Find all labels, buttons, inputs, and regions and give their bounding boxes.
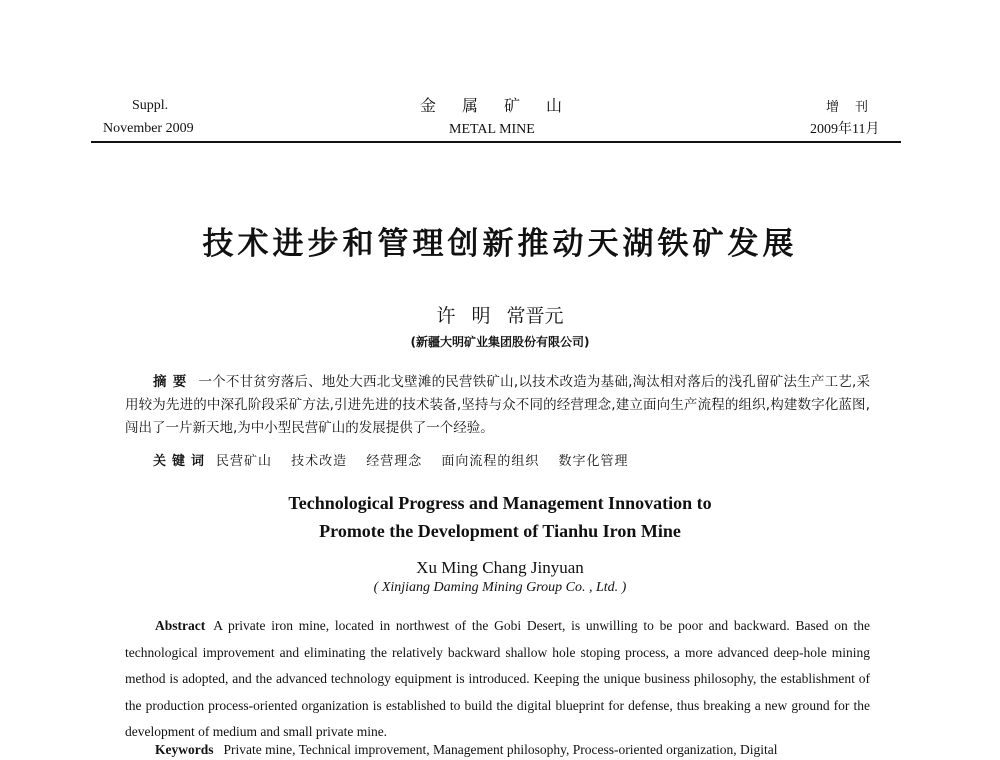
abstract-english xyxy=(125,613,870,746)
header-rule xyxy=(91,141,901,143)
keywords-text-english: Private mine, Technical improvement, Management philosophy, Process-oriented organization, Digital xyxy=(223,742,778,757)
keywords-english xyxy=(155,742,778,758)
issue-date: November 2009 xyxy=(103,121,194,136)
keywords-terms-chinese: 民营矿山 技术改造 经营理念 面向流程的组织 数字化管理 xyxy=(216,454,629,469)
abstract-label-chinese: 摘要 xyxy=(153,374,193,390)
keywords-label-english: Keywords xyxy=(155,742,214,757)
keywords-label-chinese: 关键词 xyxy=(153,454,211,469)
keywords-chinese xyxy=(153,450,629,469)
abstract-text-english: A private iron mine, located in northwest of the Gobi Desert, is unwilling to be poor and backward. Based on the technological improvement and eliminating the relatively backward shallow hole stoping process, a more advanced deep-hole mining method is adopted, and the advanced technology equipment is introduced. Keeping the unique business philosophy, the establishment of the production process-oriented organization is established to build the digital blueprint for defense, thus breaking a new ground for the development of medium and small private mine. xyxy=(125,618,870,739)
authors-chinese: 许 明 常晋元 xyxy=(436,305,564,327)
journal-name-english: METAL MINE xyxy=(449,122,535,137)
journal-supplement-label-chinese: 增刊 xyxy=(826,100,885,115)
paper-title-english-line-2: Promote the Development of Tianhu Iron Mine xyxy=(319,521,681,541)
abstract-text-chinese: 一个不甘贫穷落后、地处大西北戈壁滩的民营铁矿山,以技术改造为基础,淘汰相对落后的浅孔留矿法生产工艺,采用较为先进的中深孔阶段采矿方法,引进先进的技术装备,坚持与众不同的经营理念,建立面向生产流程的组织,构建数字化蓝图,闯出了一片新天地,为中小型民营矿山的发展提供了一个经验。 xyxy=(125,374,871,436)
affiliation-chinese: (新疆大明矿业集团股份有限公司) xyxy=(410,335,590,349)
journal-name-chinese: 金属矿山 xyxy=(420,96,589,115)
affiliation-english: ( Xinjiang Daming Mining Group Co. , Ltd. ) xyxy=(373,580,627,595)
journal-supplement-label: Suppl. xyxy=(132,98,169,113)
paper-title-english-line-1: Technological Progress and Management Innovation to xyxy=(288,493,712,513)
authors-english: Xu Ming Chang Jinyuan xyxy=(416,558,584,577)
abstract-label-english: Abstract xyxy=(155,618,206,633)
issue-date-chinese: 2009年11月 xyxy=(810,122,880,137)
paper-title-chinese: 技术进步和管理创新推动天湖铁矿发展 xyxy=(202,226,798,262)
abstract-chinese xyxy=(125,371,870,440)
